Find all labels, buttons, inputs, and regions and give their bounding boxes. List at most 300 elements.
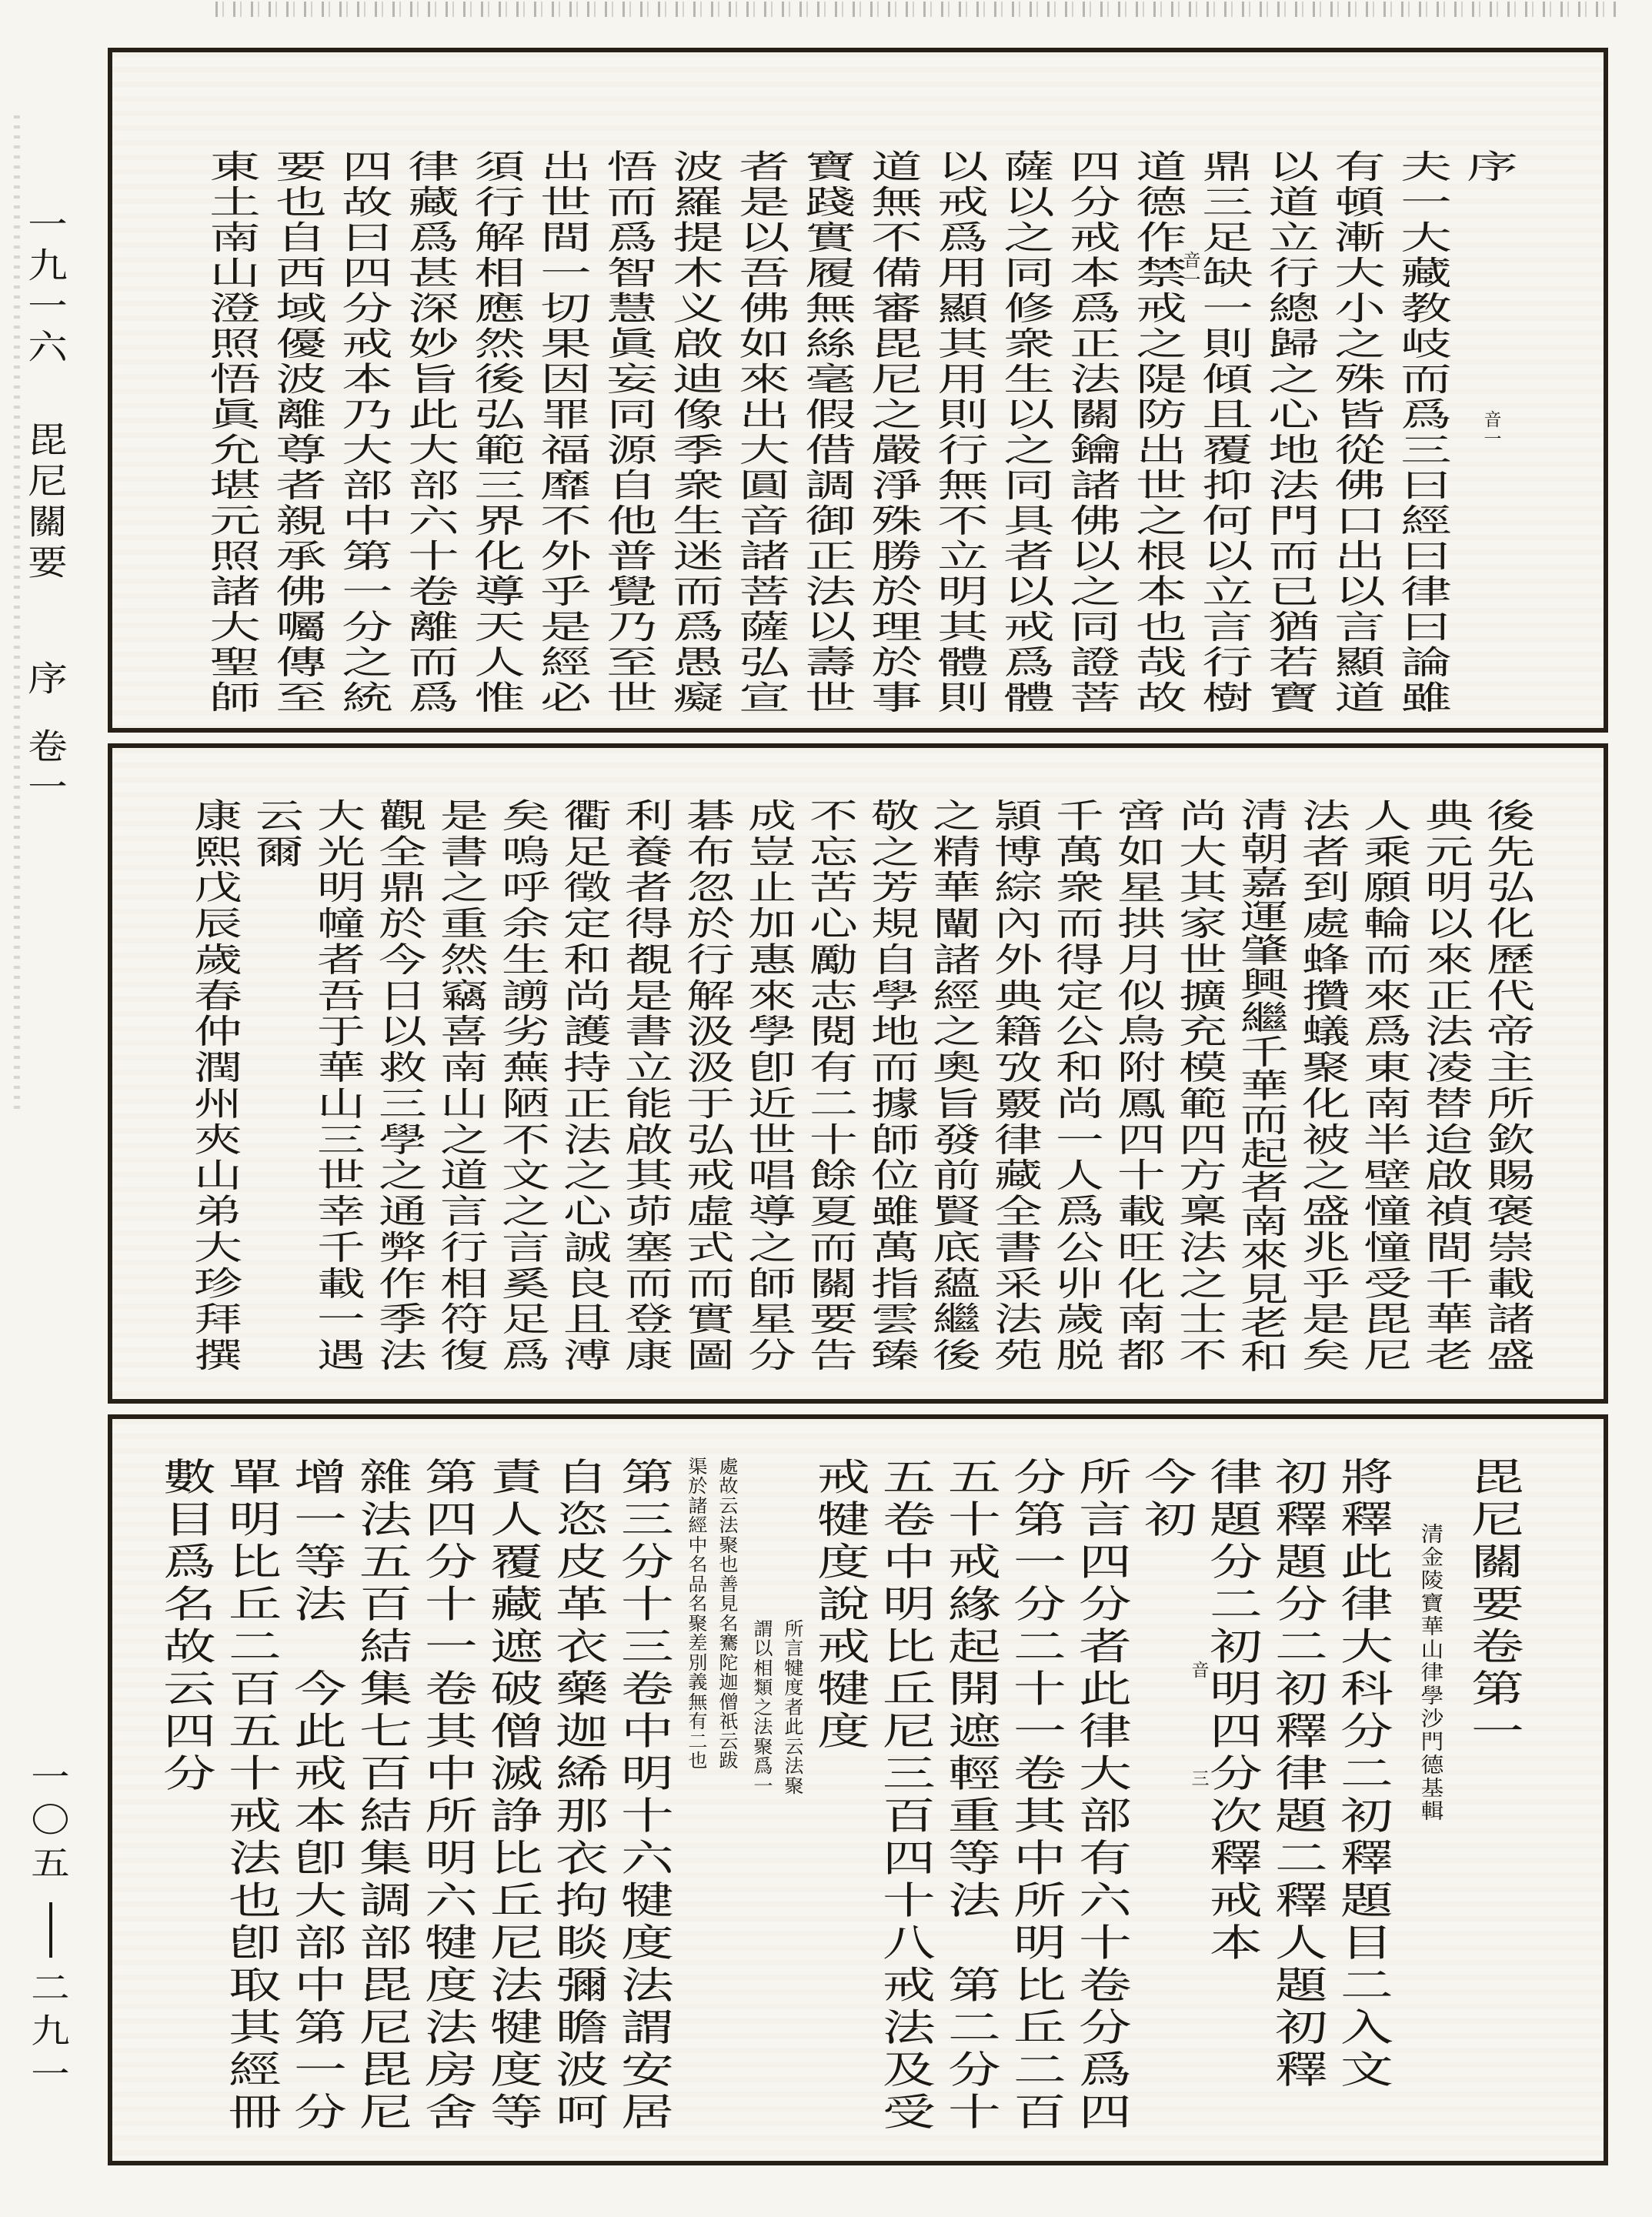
glyph: 夾 [194, 1121, 243, 1159]
glyph: 蜂 [1302, 941, 1351, 980]
text-column [1111, 799, 1173, 1374]
glyph: 今 [294, 1669, 347, 1711]
glyph: 以 [739, 219, 791, 256]
glyph: 一 [28, 287, 68, 326]
glyph: 陋 [502, 1085, 551, 1124]
glyph: 照 [209, 537, 262, 575]
glyph: 自 [275, 219, 328, 256]
glyph: 深 [408, 289, 460, 327]
glyph: 藏 [408, 183, 460, 221]
glyph: 道 [871, 148, 923, 185]
glyph: 忘 [809, 833, 859, 871]
glyph: 行 [1202, 643, 1254, 681]
glyph: 尚 [563, 977, 612, 1015]
glyph: 戒 [294, 1754, 347, 1795]
glyph: 心 [563, 1193, 612, 1231]
glyph: 式 [686, 1229, 736, 1267]
glyph: 此 [783, 1718, 804, 1738]
margin-label-group [23, 420, 72, 583]
glyph: 四 [1179, 1121, 1228, 1159]
glyph: 要 [809, 1301, 859, 1339]
glyph: 言 [1334, 608, 1387, 646]
glyph: 律 [1275, 1754, 1328, 1795]
glyph: 乎 [1302, 1265, 1351, 1303]
glyph: 之 [1179, 1265, 1228, 1303]
glyph: 綜 [994, 870, 1043, 907]
glyph: 繼 [1240, 1000, 1290, 1037]
glyph: 書 [994, 1229, 1043, 1267]
glyph: 自 [606, 466, 659, 504]
glyph: 賢 [933, 1193, 982, 1231]
glyph: 西 [275, 254, 328, 292]
glyph: 所 [1013, 1881, 1066, 1922]
glyph: 寶 [1268, 679, 1320, 716]
glyph: 行 [474, 183, 526, 221]
glyph: 藏 [1400, 254, 1453, 292]
glyph: 世 [317, 1157, 366, 1195]
glyph: 法 [753, 1718, 773, 1738]
text-column [988, 799, 1050, 1374]
glyph: 題 [1275, 1542, 1328, 1584]
glyph: 來 [1425, 941, 1474, 980]
glyph: 十 [948, 2092, 1001, 2134]
glyph: 間 [1425, 1229, 1474, 1267]
glyph: 〇 [31, 1801, 71, 1839]
glyph: 分 [948, 2050, 1001, 2092]
glyph: 勝 [871, 537, 923, 575]
text-column [222, 1457, 288, 2135]
glyph: 師 [748, 1265, 797, 1303]
glyph: 釋 [1275, 1711, 1328, 1753]
glyph: 何 [1202, 502, 1254, 539]
glyph: 地 [1268, 431, 1320, 469]
glyph: 爲 [408, 679, 460, 716]
glyph: 調 [805, 466, 857, 504]
glyph: 取 [229, 1965, 282, 2007]
glyph: 部 [408, 466, 460, 504]
glyph: 寶 [1420, 1591, 1444, 1615]
glyph: 出 [739, 396, 791, 433]
glyph: 雖 [1400, 679, 1453, 716]
glyph: 春 [194, 977, 243, 1015]
glyph: 釋 [1275, 2050, 1328, 2092]
glyph: 五 [883, 1457, 936, 1499]
glyph: 卷 [1013, 1754, 1066, 1795]
glyph: 普 [606, 537, 659, 575]
glyph: 四 [883, 1838, 936, 1880]
glyph: 顯 [937, 289, 990, 327]
glyph: 七 [359, 1711, 412, 1753]
glyph: 替 [1425, 1085, 1474, 1124]
glyph: 所 [425, 1796, 478, 1838]
glyph: 遇 [317, 1337, 366, 1375]
text-column [1460, 149, 1526, 716]
glyph: 欽 [1487, 1121, 1536, 1159]
text-column [335, 149, 401, 716]
glyph: 律 [1420, 1661, 1444, 1684]
glyph: 卽 [229, 1923, 282, 1965]
glyph: 外 [540, 537, 592, 575]
glyph: 十 [948, 1500, 1001, 1541]
glyph: 爲 [1056, 1193, 1105, 1231]
glyph: 凌 [1425, 1049, 1474, 1087]
text-column [996, 149, 1063, 716]
glyph: 三 [317, 1121, 366, 1159]
text-column [803, 799, 865, 1374]
glyph: 初 [1144, 1500, 1197, 1541]
glyph: 言 [1079, 1500, 1132, 1541]
glyph: 薩 [1003, 148, 1056, 185]
glyph: 諍 [490, 1796, 543, 1838]
glyph: 世 [805, 679, 857, 716]
phonetic-gloss-mark: 音 一 [1483, 409, 1502, 449]
glyph: 界 [474, 502, 526, 539]
glyph: 中 [1013, 1838, 1066, 1880]
glyph: 十 [883, 1881, 936, 1922]
glyph: 而 [1268, 537, 1320, 575]
glyph: 增 [294, 1457, 347, 1499]
glyph: 尼 [490, 1923, 543, 1965]
attribution-column [1400, 1457, 1465, 2135]
glyph: 破 [490, 1669, 543, 1711]
glyph: 大 [1340, 1627, 1393, 1668]
glyph: 解 [474, 219, 526, 256]
glyph: 要 [275, 148, 328, 185]
glyph: 經 [229, 2050, 282, 2092]
glyph: 及 [883, 2050, 936, 2092]
glyph: 諸 [209, 573, 262, 610]
glyph: 結 [359, 1796, 412, 1838]
glyph: 無 [871, 183, 923, 221]
glyph: 于 [686, 1085, 736, 1124]
glyph: 同 [1003, 466, 1056, 504]
glyph: 法 [948, 1881, 1001, 1922]
glyph: 東 [209, 148, 262, 185]
glyph: 乃 [342, 396, 394, 433]
glyph: 出 [1136, 431, 1188, 469]
glyph: 士 [1179, 1301, 1228, 1339]
glyph: 學 [871, 977, 920, 1015]
glyph: 者 [1079, 1627, 1132, 1668]
glyph: 云 [718, 1496, 739, 1517]
glyph: 弘 [686, 1121, 736, 1159]
glyph: 備 [871, 254, 923, 292]
glyph: 眞 [209, 396, 262, 433]
glyph: 有 [1334, 148, 1387, 185]
glyph: 言 [440, 1193, 489, 1231]
glyph: 之 [933, 797, 982, 836]
glyph: 以 [1003, 396, 1056, 433]
glyph: 教 [1400, 289, 1453, 327]
glyph: 大 [194, 1229, 243, 1267]
glyph: 和 [563, 941, 612, 980]
glyph: 要 [1471, 1584, 1524, 1626]
glyph: 行 [1268, 254, 1320, 292]
glyph: 一 [317, 1301, 366, 1339]
glyph: 導 [474, 573, 526, 610]
glyph: 受 [1363, 1265, 1413, 1303]
glyph: 分 [342, 608, 394, 646]
glyph: 尊 [275, 431, 328, 469]
glyph: 據 [871, 1085, 920, 1124]
glyph: 乎 [540, 573, 592, 610]
glyph: 闡 [933, 905, 982, 943]
glyph: 品 [687, 1574, 708, 1595]
glyph: 淨 [871, 466, 923, 504]
glyph: 來 [739, 360, 791, 398]
glyph: 壽 [805, 643, 857, 681]
glyph: 本 [1070, 254, 1122, 292]
glyph: 一 [425, 1627, 478, 1668]
glyph: 者 [739, 148, 791, 185]
text-column [549, 1457, 615, 2135]
glyph: 毫 [805, 360, 857, 398]
text-column [496, 799, 557, 1374]
glyph: 本 [1136, 573, 1188, 610]
text-column [599, 149, 666, 716]
glyph: 不 [937, 502, 990, 539]
glyph: 絲 [805, 325, 857, 362]
glyph: 音 [739, 502, 791, 539]
glyph: 尼 [1363, 1337, 1413, 1375]
glyph: 如 [739, 325, 791, 362]
glyph: 法 [783, 1757, 804, 1778]
glyph: 毘 [28, 421, 68, 459]
glyph: 大 [209, 608, 262, 646]
glyph: 碁 [686, 797, 736, 836]
glyph: 脱 [1056, 1337, 1105, 1375]
glyph: 師 [209, 679, 262, 716]
glyph: 南 [1240, 1203, 1290, 1240]
glyph: 後 [474, 360, 526, 398]
glyph: 無 [805, 289, 857, 327]
glyph: 一 [1013, 1542, 1066, 1584]
glyph: 中 [687, 1535, 708, 1556]
glyph: 皆 [1334, 396, 1387, 433]
glyph: 稟 [1179, 1193, 1228, 1231]
glyph: 入 [1340, 2008, 1393, 2049]
glyph: 苦 [809, 870, 859, 907]
glyph: 之 [753, 1698, 773, 1718]
glyph: 革 [556, 1584, 609, 1626]
glyph: 發 [933, 1121, 982, 1159]
glyph: 內 [994, 905, 1043, 943]
glyph: 也 [687, 1751, 708, 1772]
glyph: 之 [1003, 219, 1056, 256]
glyph: 載 [1487, 1265, 1536, 1303]
glyph: 同 [606, 396, 659, 433]
text-column [311, 799, 372, 1374]
text-column [1357, 799, 1419, 1374]
glyph: 義 [687, 1673, 708, 1694]
glyph: 百 [359, 1584, 412, 1626]
glyph: 卷 [425, 1669, 478, 1711]
text-column [1183, 148, 1261, 716]
glyph: 初 [1275, 1457, 1328, 1499]
glyph: 法 [229, 1838, 282, 1880]
glyph: 弟 [194, 1193, 243, 1231]
glyph: 睒 [556, 1923, 609, 1965]
glyph: 通 [379, 1193, 428, 1231]
glyph: 以 [1070, 537, 1122, 575]
glyph: 法 [379, 1337, 428, 1375]
glyph: 乘 [1363, 833, 1413, 871]
glyph: 無 [687, 1692, 708, 1713]
glyph: 誠 [563, 1229, 612, 1267]
glyph: 借 [805, 431, 857, 469]
glyph: 分 [163, 1754, 216, 1795]
glyph: 南 [209, 219, 262, 256]
glyph: 法 [621, 1965, 674, 2007]
glyph: 夏 [809, 1193, 859, 1231]
glyph: 離 [275, 396, 328, 433]
glyph: 五 [948, 1457, 1001, 1499]
glyph: 受 [883, 2092, 936, 2134]
glyph: 華 [1240, 1067, 1290, 1105]
glyph: 之 [342, 643, 394, 681]
glyph: 起 [948, 1627, 1001, 1668]
text-column [353, 1457, 419, 2135]
glyph: 比 [229, 1542, 282, 1584]
glyph: 戒 [817, 1627, 870, 1668]
glyph: 州 [194, 1085, 243, 1124]
glyph: 家 [1179, 905, 1228, 943]
glyph: 題 [1340, 1881, 1393, 1922]
glyph: 爲 [1079, 2050, 1132, 2092]
glyph: 親 [275, 502, 328, 539]
glyph: 僧 [490, 1711, 543, 1753]
glyph: 鼎 [1202, 148, 1254, 185]
glyph: 德 [1136, 183, 1188, 221]
glyph: 重 [948, 1796, 1001, 1838]
glyph: 鳥 [1117, 1013, 1166, 1051]
text-column [1234, 796, 1296, 1376]
glyph: 山 [440, 1085, 489, 1124]
glyph: 萬 [871, 1229, 920, 1267]
glyph: 比 [1013, 1965, 1066, 2007]
glyph: 生 [672, 502, 725, 539]
glyph: 康 [625, 1337, 674, 1375]
glyph: 分 [1079, 1584, 1132, 1626]
text-column [1465, 1457, 1530, 2135]
text-column [666, 149, 732, 716]
glyph: 尼 [1471, 1500, 1524, 1541]
glyph: 二 [1013, 2050, 1066, 2092]
glyph: 中 [294, 1965, 347, 2007]
glyph: 所 [1079, 1457, 1132, 1499]
glyph: 明 [1013, 1923, 1066, 1965]
text-column [157, 1457, 222, 2135]
glyph: 土 [209, 183, 262, 221]
glyph: 十 [425, 1584, 478, 1626]
glyph: 代 [1487, 977, 1536, 1015]
glyph: 波 [556, 2050, 609, 2092]
glyph: 十 [408, 537, 460, 575]
glyph: 者 [625, 870, 674, 907]
glyph: 等 [948, 1838, 1001, 1880]
glyph: 和 [1240, 1338, 1290, 1376]
glyph: 犍 [490, 2008, 543, 2049]
glyph: 二 [809, 1085, 859, 1124]
glyph: 隄 [1136, 360, 1188, 398]
scan-noise-top [215, 2, 1616, 17]
glyph: 漸 [1334, 219, 1387, 256]
glyph: 足 [1202, 219, 1254, 256]
glyph: 門 [1268, 502, 1320, 539]
small-double-column-note [746, 1620, 811, 1797]
glyph: 都 [1117, 1337, 1166, 1375]
glyph: 四 [342, 148, 394, 185]
glyph: 律 [408, 148, 460, 185]
glyph: 犍 [425, 1923, 478, 1965]
glyph: 書 [440, 833, 489, 871]
text-column [926, 799, 988, 1374]
glyph: 爲 [1003, 643, 1056, 681]
glyph: 三 [1400, 431, 1453, 469]
glyph: 來 [1240, 1237, 1290, 1274]
glyph: 夫 [1400, 148, 1453, 185]
glyph: 經 [687, 1516, 708, 1537]
glyph: 立 [937, 537, 990, 575]
glyph: 比 [490, 1838, 543, 1880]
glyph: 幸 [317, 1193, 366, 1231]
glyph: 具 [1003, 502, 1056, 539]
glyph: 木 [672, 254, 725, 292]
glyph: 爲 [1400, 396, 1453, 433]
glyph: 運 [1240, 898, 1290, 936]
glyph: 以 [1334, 573, 1387, 610]
glyph: 傳 [275, 643, 328, 681]
glyph: 人 [1275, 1923, 1328, 1965]
glyph: 以 [753, 1639, 773, 1660]
glyph: 而 [809, 1229, 859, 1267]
glyph: 六 [425, 1881, 478, 1922]
glyph: 啻 [1117, 797, 1166, 836]
glyph: 登 [625, 1301, 674, 1339]
glyph: 一 [1471, 1711, 1524, 1753]
glyph: 處 [718, 1457, 739, 1477]
small-double-column-note [680, 1457, 746, 1771]
glyph: 拱 [1117, 905, 1166, 943]
glyph: 謭 [502, 977, 551, 1015]
glyph: 戒 [342, 325, 394, 362]
glyph: 騫 [718, 1634, 739, 1654]
glyph: 而 [1240, 1101, 1290, 1139]
glyph: 止 [748, 870, 797, 907]
glyph: 之 [440, 1121, 489, 1159]
text-column [557, 799, 619, 1374]
glyph: 行 [440, 1229, 489, 1267]
glyph: 允 [209, 431, 262, 469]
glyph: 作 [379, 1265, 428, 1303]
glyph: 舍 [425, 2092, 478, 2134]
glyph: 名 [687, 1594, 708, 1615]
glyph: 山 [194, 1157, 243, 1195]
glyph: 源 [606, 431, 659, 469]
text-column [401, 149, 467, 716]
glyph: 南 [1363, 1085, 1413, 1124]
glyph: 旨 [933, 1085, 982, 1124]
glyph: 蟻 [1302, 1013, 1351, 1051]
glyph: 殊 [871, 502, 923, 539]
glyph: 百 [883, 1796, 936, 1838]
glyph: 尼 [359, 2092, 412, 2134]
glyph: 第 [294, 2008, 347, 2049]
text-column [798, 149, 864, 716]
glyph: 心 [809, 905, 859, 943]
glyph: 鳳 [1117, 1085, 1166, 1124]
glyph: 也 [1136, 608, 1188, 646]
